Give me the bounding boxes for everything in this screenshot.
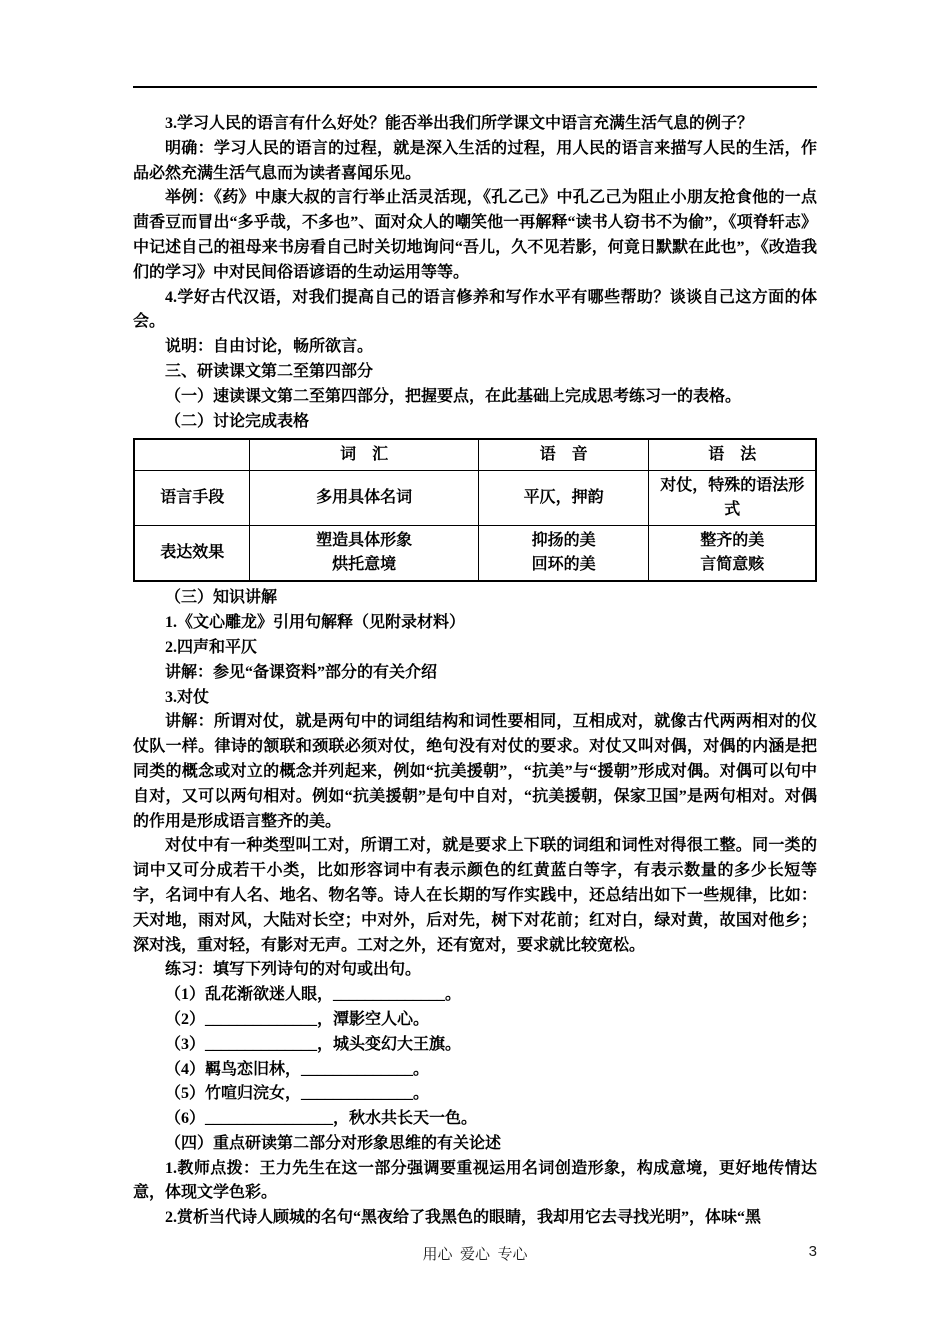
table-cell: 对仗，特殊的语法形式 xyxy=(649,471,816,526)
table-header-cell-phonetics: 语 音 xyxy=(478,439,649,471)
paragraph: （一）速读课文第二至第四部分，把握要点，在此基础上完成思考练习一的表格。 xyxy=(165,387,742,405)
paragraph: （4）羁鸟恋旧林，______________。 xyxy=(165,1060,430,1078)
row-label-cell: 表达效果 xyxy=(134,526,250,582)
page-footer xyxy=(133,1243,817,1264)
section-after-table xyxy=(133,586,817,1231)
document-body xyxy=(133,112,817,1231)
table-header-row xyxy=(134,439,816,471)
section-before-table xyxy=(133,112,817,434)
table-cell: 平仄，押韵 xyxy=(478,471,649,526)
paragraph: （1）乱花渐欲迷人眼，______________。 xyxy=(165,986,462,1004)
paragraph: 举例：《药》中康大叔的言行举止活灵活现，《孔乙己》中孔乙己为阻止小朋友抢食他的一点茴香豆而冒出“多乎哉，不多也”、面对众人的嘲笑他一再解释“读书人窃书不为偷”，《项脊轩志》中记述自己的祖母来书房看自己时关切地询问“吾儿，久不见若影，何竟日默默在此也”，《改造我们的学习》中对民间俗语谚语的生动运用等等。 xyxy=(133,189,817,281)
paragraph: （6）________________，秋水共长天一色。 xyxy=(165,1110,478,1128)
paragraph: 2.赏析当代诗人顾城的名句“黑夜给了我黑色的眼睛，我却用它去寻找光明”，体味“黑 xyxy=(165,1209,762,1227)
paragraph: 1.《文心雕龙》引用句解释（见附录材料） xyxy=(165,614,466,632)
paragraph: 明确：学习人民的语言的过程，就是深入生活的过程，用人民的语言来描写人民的生活，作品必然充满生活气息而为读者喜闻乐见。 xyxy=(133,139,817,182)
table-header-cell-vocabulary: 词 汇 xyxy=(250,439,478,471)
paragraph: （2）______________，潭影空人心。 xyxy=(165,1010,430,1028)
footer-motto: 用心 爱心 专心 xyxy=(422,1247,528,1263)
paragraph: （3）______________，城头变幻大王旗。 xyxy=(165,1035,462,1053)
paragraph: （三）知识讲解 xyxy=(165,589,278,607)
table-cell: 塑造具体形象 烘托意境 xyxy=(250,526,478,582)
table-row xyxy=(134,471,816,526)
paragraph: 对仗中有一种类型叫工对，所谓工对，就是要求上下联的词组和词性对得很工整。同一类的词中又可分成若干小类，比如形容词中有表示颜色的红黄蓝白等字，有表示数量的多少长短等字，名词中有人名、地名、物名等。诗人在长期的写作实践中，还总结出如下一些规律，比如：天对地，雨对风，大陆对长空；中对外，后对先，树下对花前；红对白，绿对黄，故国对他乡；深对浅，重对轻，有影对无声。工对之外，还有宽对，要求就比较宽松。 xyxy=(133,837,817,954)
table-cell: 整齐的美 言简意赅 xyxy=(649,526,816,582)
row-label-cell: 语言手段 xyxy=(134,471,250,526)
table-header-cell-empty xyxy=(134,439,250,471)
page-number: 3 xyxy=(808,1243,817,1260)
paragraph: （二）讨论完成表格 xyxy=(165,412,310,430)
paragraph: 3.学习人民的语言有什么好处？能否举出我们所学课文中语言充满生活气息的例子？ xyxy=(165,115,754,132)
table-cell: 多用具体名词 xyxy=(250,471,478,526)
paragraph: 讲解：所谓对仗，就是两句中的词组结构和词性要相同，互相成对，就像古代两两相对的仪仗队一样。律诗的颔联和颈联必须对仗，绝句没有对仗的要求。对仗又叫对偶，对偶的内涵是把同类的概念或对立的概念并列起来，例如“抗美援朝”，“抗美”与“援朝”形成对偶。对偶可以句中自对，又可以两句相对。例如“抗美援朝”是句中自对，“抗美援朝，保家卫国”是两句相对。对偶的作用是形成语言整齐的美。 xyxy=(133,713,817,830)
paragraph: 2.四声和平仄 xyxy=(165,638,258,656)
table-row xyxy=(134,526,816,582)
paragraph: （四）重点研读第二部分对形象思维的有关论述 xyxy=(165,1134,502,1152)
paragraph: 4.学好古代汉语，对我们提高自己的语言修养和写作水平有哪些帮助？谈谈自己这方面的体会。 xyxy=(133,288,817,331)
paragraph: 练习：填写下列诗句的对句或出句。 xyxy=(165,961,422,979)
paragraph: 1.教师点拨：王力先生在这一部分强调要重视运用名词创造形象，构成意境，更好地传情达意，体现文学色彩。 xyxy=(133,1159,817,1202)
paragraph: 说明：自由讨论，畅所欲言。 xyxy=(165,338,374,356)
paragraph: 讲解：参见“备课资料”部分的有关介绍 xyxy=(165,663,438,681)
summary-table xyxy=(133,438,817,582)
paragraph: 三、研读课文第二至第四部分 xyxy=(165,362,374,380)
paragraph: （5）竹喧归浣女，______________。 xyxy=(165,1085,430,1103)
paragraph: 3.对仗 xyxy=(165,688,210,706)
table-cell: 抑扬的美 回环的美 xyxy=(478,526,649,582)
table-header-cell-grammar: 语 法 xyxy=(649,439,816,471)
header-rule xyxy=(133,86,817,88)
